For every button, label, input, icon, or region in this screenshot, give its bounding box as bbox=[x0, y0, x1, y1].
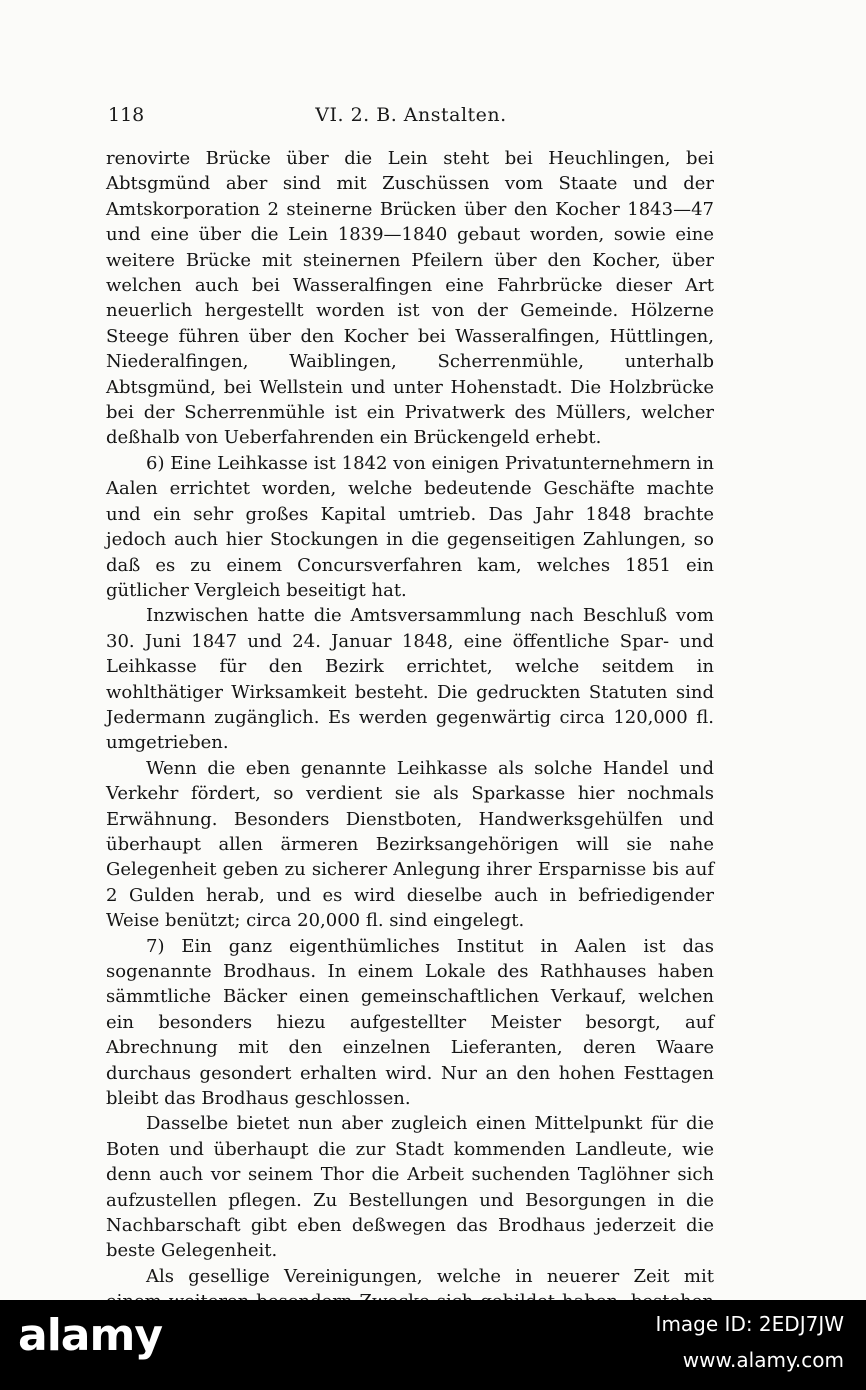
paragraph: Als gesellige Vereinigungen, welche in neuerer Zeit mit bbox=[146, 1265, 714, 1287]
running-title: VI. 2. B. Anstalten. bbox=[315, 104, 507, 126]
paragraph: 6) Eine Leihkasse ist 1842 von einigen Privatunternehmern in Aalen errichtet worden, welche bedeutende Geschäfte machte und ein sehr großes Kapital umtrieb. Das Jahr 1848 brachte jedoch auch hier Stockungen in die gegenseitigen Zahlungen, so daß es zu einem Concursverfahren kam, welches 1851 ein gütlicher Vergleich beseitigt hat. bbox=[106, 452, 714, 601]
alamy-logo: alamy bbox=[18, 1310, 162, 1361]
paragraph: Wenn die eben genannte Leihkasse als solche Handel und Verkehr fördert, so verdient sie als Sparkasse hier nochmals Erwähnung. Besonders Dienstboten, Handwerksgehülfen und überhaupt allen ärmeren Bezirksangehörigen will sie nahe Gelegenheit geben zu sicherer Anlegung ihrer Ersparnisse bis auf 2 Gulden herab, und es wird dieselbe auch in befriedigender Weise benützt; circa 20,000 fl. sind eingelegt. bbox=[106, 757, 714, 932]
page-header bbox=[108, 104, 714, 138]
paragraph: 7) Ein ganz eigenthümliches Institut in Aalen ist das sogenannte Brodhaus. In einem Lokale des Rathhauses haben sämmtliche Bäcker einen gemeinschaftlichen Verkauf, welchen ein besonders hiezu aufgestellter Meister besorgt, auf Abrechnung mit den einzelnen Lieferanten, deren Waare durchaus gesondert erhalten wird. Nur an den hohen Festtagen bleibt das Brodhaus geschlossen. bbox=[106, 935, 714, 1110]
image-id-label: Image ID: 2EDJ7JW bbox=[655, 1312, 844, 1336]
paragraph: renovirte Brücke über die Lein steht bei Heuchlingen, bei Abtsgmünd aber sind mit Zuschüssen vom Staate und der Amtskorporation 2 steinerne Brücken über den Kocher 1843—47 und eine über die Lein 1839—1840 gebaut worden, sowie eine weitere Brücke mit steinernen Pfeilern über den Kocher, über welchen auch bei Wasseralfingen eine Fahrbrücke dieser Art neuerlich hergestellt worden ist von der Gemeinde. Hölzerne Steege führen über den Kocher bei Wasseralfingen, Hüttlingen, Niederalfingen, Waiblingen, Scherrenmühle, unterhalb Abtsgmünd, bei Wellstein und unter Hohenstadt. Die Holzbrücke bei der Scherrenmühle ist ein Privatwerk des Müllers, welcher deßhalb von Ueberfahrenden ein Brückengeld erhebt. bbox=[106, 148, 714, 449]
paragraph: Inzwischen hatte die Amtsversammlung nach Beschluß vom 30. Juni 1847 und 24. Januar 1848, eine öffentliche Spar- und Leihkasse für den Bezirk errichtet, welche seitdem in wohlthätiger Wirksamkeit besteht. Die gedruckten Statuten sind Jedermann zugänglich. Es werden gegenwärtig circa 120,000 fl. umgetrieben. bbox=[106, 605, 714, 754]
paragraph: Dasselbe bietet nun aber zugleich einen Mittelpunkt für die Boten und überhaupt die zur Stadt kommenden Landleute, wie denn auch vor seinem Thor die Arbeit suchenden Taglöhner sich aufzustellen pflegen. Zu Bestellungen und Besorgungen in die Nachbarschaft gibt eben deßwegen das Brodhaus jederzeit die beste Gelegenheit. bbox=[106, 1113, 714, 1262]
page-number: 118 bbox=[108, 104, 145, 126]
page-body bbox=[106, 146, 714, 1366]
site-url-label: www.alamy.com bbox=[682, 1348, 844, 1372]
